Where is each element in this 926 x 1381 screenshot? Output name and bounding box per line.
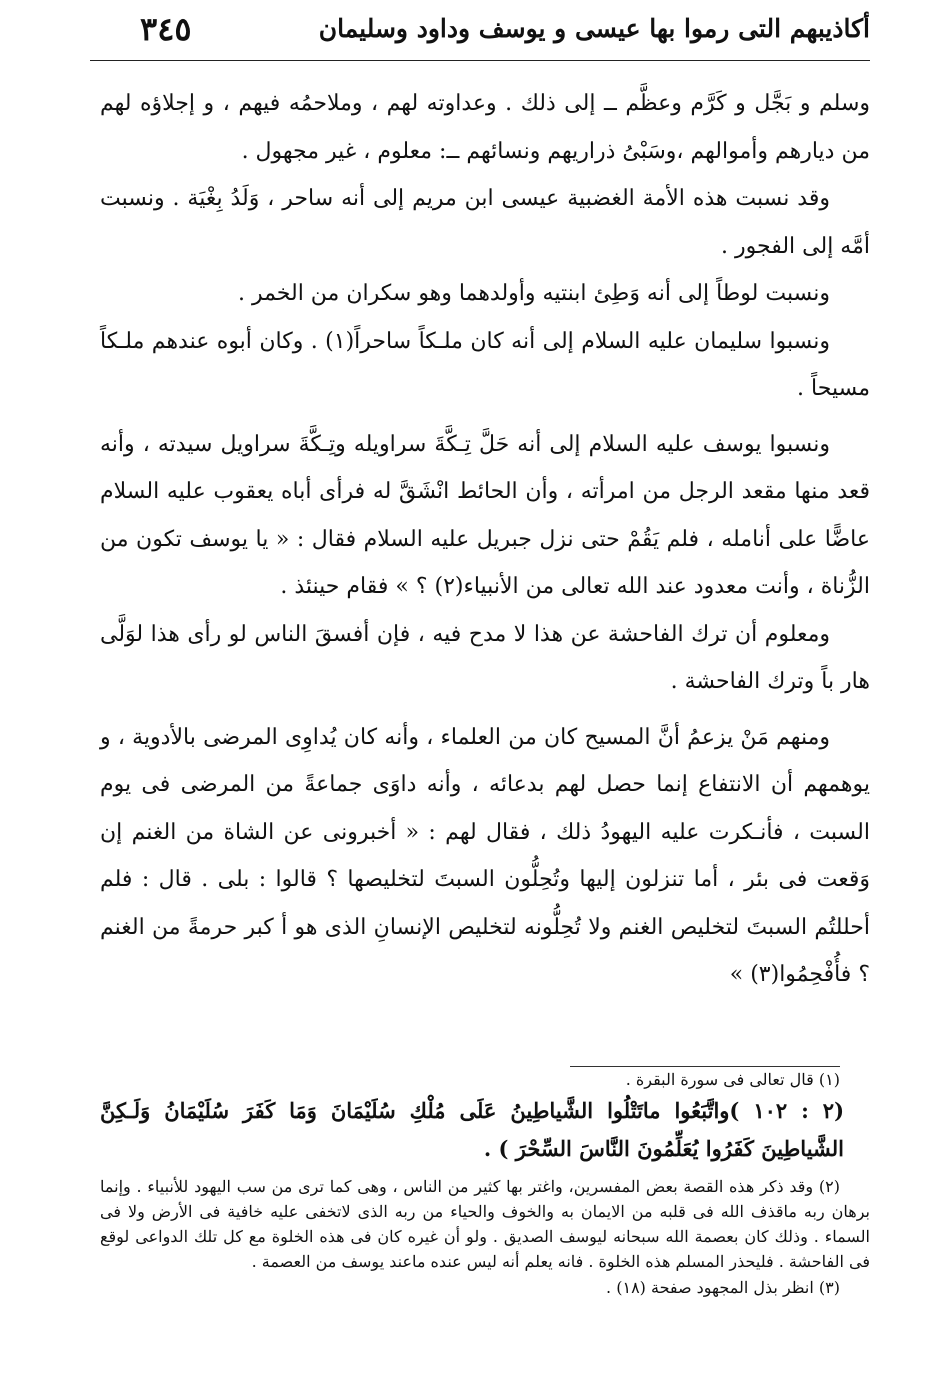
running-title: أكاذيبهم التى رموا بها عيسى و يوسف وداود وسليمان — [318, 14, 870, 43]
paragraph: ونسبوا يوسف عليه السلام إلى أنه حَلَّ تِـكَّةَ سراويله وتِـكَّةَ سراويل سيدته ، وأنه قعد منها مقعد الرجل من امرأته ، وأن الحائط انْشَقَّ له فرأى أباه يعقوب عليه السلام عاضًّا على أنامله ، فلم يَقُمْ حتى نزل جبريل عليه السلام فقال : « يا يوسف تكون من الزُّناة ، وأنت معدود عند الله تعالى من الأنبياء(٢) ؟ » فقام حينئذ . — [100, 431, 870, 599]
main-text — [100, 80, 870, 999]
paragraph: وقد نسبت هذه الأمة الغضبية عيسى ابن مريم إلى أنه ساحر ، وَلَدُ بِغْيَة . ونسبت أمَّه إلى الفجور . — [100, 186, 870, 259]
page-number: ٣٤٥ — [140, 10, 192, 48]
paragraph: ونسبت لوطاً إلى أنه وَطِئ ابنتيه وأولدهما وهو سكران من الخمر . — [237, 281, 830, 306]
paragraph: وسلم و بَجَّل و كَرَّم وعظَّم ــ إلى ذلك . وعداوته لهم ، وملاحمُه فيهم ، و إجلاؤه لهم من ديارهم وأموالهم ،وسَبْىُ ذراريهم ونسائهم ــ: معلوم ، غير مجهول . — [100, 91, 870, 164]
footnote-1-verse: (٢ : ١٠٢ )واتَّبَعُوا ماتَتْلُوا الشَّياطِينُ عَلَى مُلْكِ سُلَيْمَانَ وَمَا كَفَرَ سُلَيْمَانُ وَلَـكِنَّ الشَّياطِينَ كَفَرُوا يُعَلِّمُونَ النَّاسَ السِّحْرَ ) . — [100, 1098, 844, 1161]
footnote-2: (٢) وقد ذكر هذه القصة بعض المفسرين، واغتر بها كثير من الناس ، وهى كما ترى من سب اليهود للأنبياء . وإنما برهان ربه ماقذف الله فى قلبه من الايمان به والخوف والحياء من ربه الذى لاتخفى عليه خافية فى الأرض ولا فى السماء . وذلك كان بعصمة الله سبحانه ليوسف الصديق . ولو أن غيره كان فى هذه الخلوة مع كل تلك الدواعى لوقع فى الفاحشة . فليحذر المسلم هذه الخلوة . فانه يعلم أنه ليس عنده ماعند يوسف من العصمة . — [100, 1177, 870, 1271]
paragraph: ومعلوم أن ترك الفاحشة عن هذا لا مدح فيه ، فإن أفسقَ الناس لو رأى هذا لوَلَّى هار باً وترك الفاحشة . — [100, 621, 870, 694]
footnote-1-head: (١) قال تعالى فى سورة البقرة . — [625, 1070, 840, 1089]
footnotes — [100, 1068, 870, 1300]
paragraph: ومنهم مَنْ يزعمُ أنَّ المسيح كان من العلماء ، وأنه كان يُداوِى المرضى بالأدوية ، و يوهمهم أن الانتفاع إنما حصل لهم بدعائه ، وأنه داوَى جماعةً من المرضى فى يوم السبت ، فأنـكرت عليه اليهودُ ذلك ، فقال لهم : « أخبرونى عن الشاة من الغنم إن وَقعت فى بئر ، أما تنزلون إليها وتُحِلُّون السبتَ لتخليصها ؟ قالوا : بلى . قال : فلم أحللتُم السبتَ لتخليص الغنم ولا تُحِلُّونه لتخليص الإنسانِ الذى هو أ كبر حرمةً من الغنم ؟ فأُفْحِمُوا(٣) » — [100, 724, 870, 987]
header-divider — [90, 60, 870, 61]
footnote-divider — [570, 1066, 840, 1067]
page-header — [90, 6, 870, 58]
footnote-3: (٣) انظر بذل المجهود صفحة (١٨) . — [606, 1278, 840, 1297]
paragraph: ونسبوا سليمان عليه السلام إلى أنه كان ملـكاً ساحراً(١) . وكان أبوه عندهم ملـكاً مسيحاً . — [100, 328, 870, 401]
